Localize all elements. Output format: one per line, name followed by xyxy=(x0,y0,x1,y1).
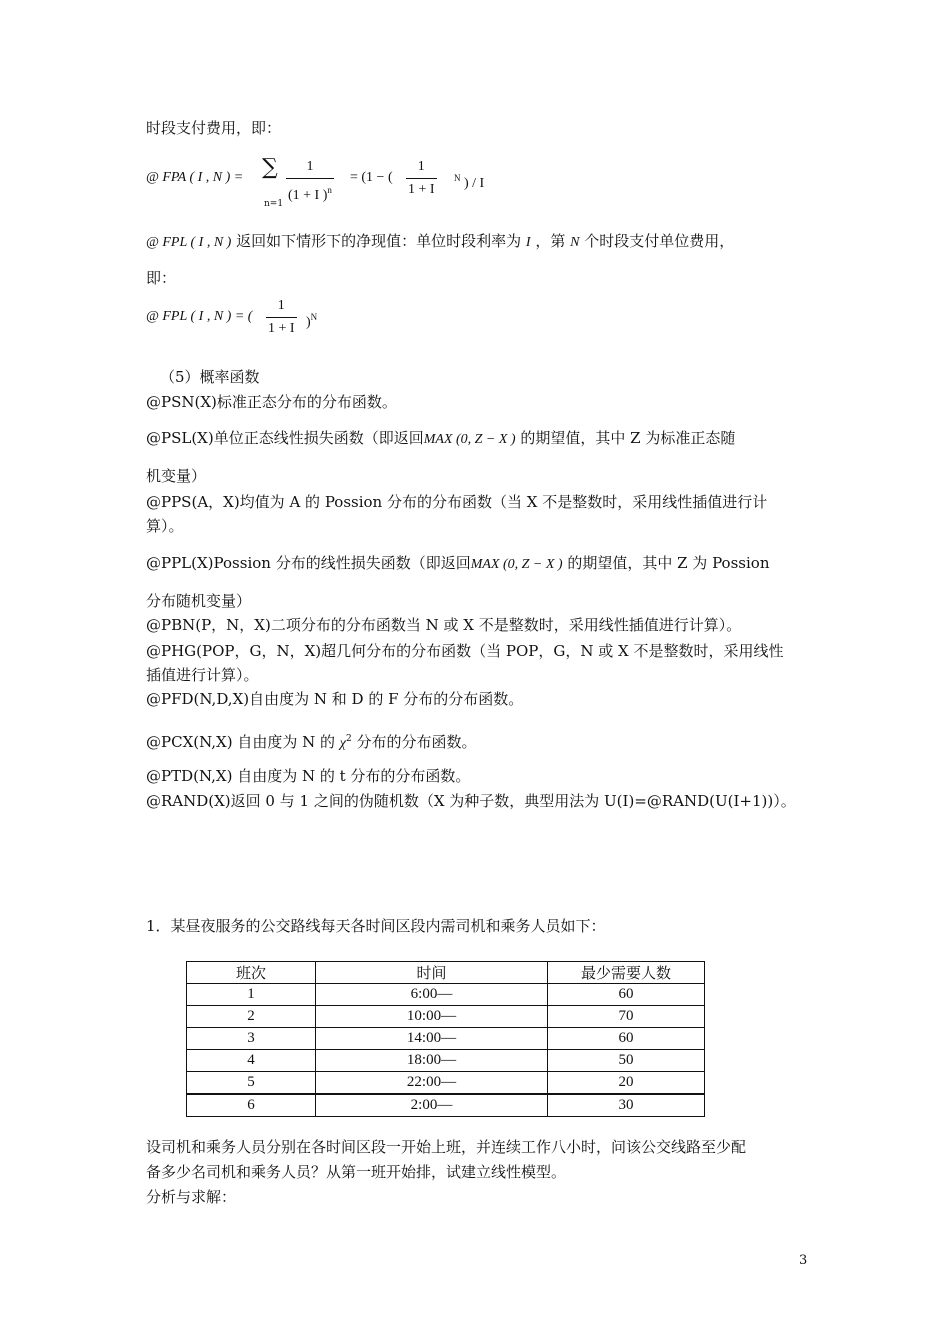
table-cell: 2:00— xyxy=(316,1094,548,1117)
pbn-text: @PBN(P，N，X)二项分布的分布函数当 N 或 X 不是整数时，采用线性插值进行计算）。 xyxy=(146,616,742,634)
fpa-lhs xyxy=(146,168,243,188)
rand-text: @RAND(X)返回 0 与 1 之间的伪随机数（X 为种子数，典型用法为 U(I)=@RAND(U(I+1))）。 xyxy=(146,792,796,810)
shift-table xyxy=(186,961,705,1117)
analysis-heading: 分析与求解： xyxy=(146,1188,237,1206)
fpl-fraction xyxy=(266,295,297,340)
fpa-tail xyxy=(454,168,484,194)
fpl-desc-line2: 即： xyxy=(146,269,177,287)
table-cell: 6:00— xyxy=(316,984,548,1006)
table-cell: 20 xyxy=(548,1072,705,1095)
table-cell: 30 xyxy=(548,1094,705,1117)
ppl-math: MAX (0, Z − X ) xyxy=(470,557,563,572)
fpl-tail xyxy=(306,307,317,333)
psl-math: MAX (0, Z − X ) xyxy=(423,432,516,447)
table-row xyxy=(187,1072,705,1095)
fpa-sum-lower: n=1 xyxy=(264,199,284,209)
after-table-line1: 设司机和乘务人员分别在各时间区段一开始上班，并连续工作八小时，问该公交线路至少配 xyxy=(146,1138,747,1156)
table-header: 时间 xyxy=(316,962,548,984)
problem-statement: 1．某昼夜服务的公交路线每天各时间区段内需司机和乘务人员如下： xyxy=(146,917,606,935)
fpa-eq: = (1 − ( xyxy=(350,170,393,185)
pcx-chi: χ xyxy=(339,736,346,751)
fpl-desc xyxy=(146,231,734,253)
fpl-lhs: @ FPL ( I , N ) = ( xyxy=(146,309,253,324)
table-cell: 4 xyxy=(187,1050,316,1072)
fpa-num: 1 xyxy=(286,156,334,179)
ppl-pre: @PPL(X)Possion 分布的线性损失函数（即返回 xyxy=(146,554,471,572)
psl-pre: @PSL(X)单位正态线性损失函数（即返回 xyxy=(146,429,424,447)
table-header: 班次 xyxy=(187,962,316,984)
phg-line1: @PHG(POP，G，N，X)超几何分布的分布函数（当 POP，G，N 或 X 不是整数时，采用线性 xyxy=(146,642,784,660)
table-header: 最少需要人数 xyxy=(548,962,705,984)
table-cell: 1 xyxy=(187,984,316,1006)
fpl-tail-text: ) xyxy=(306,315,311,330)
fpl-desc-text2: ，第 xyxy=(530,232,571,250)
psl-line2: 机变量） xyxy=(146,467,207,485)
table-cell: 18:00— xyxy=(316,1050,548,1072)
phg-line2: 插值进行计算）。 xyxy=(146,666,259,684)
fpa-fraction xyxy=(286,156,334,207)
pfd-text: @PFD(N,D,X)自由度为 N 和 D 的 F 分布的分布函数。 xyxy=(146,690,524,708)
fpa-den-exp: n xyxy=(327,185,332,195)
table-cell: 3 xyxy=(187,1028,316,1050)
psl-text xyxy=(146,428,735,450)
fpl-num: 1 xyxy=(266,295,297,318)
fpl-desc-math: @ FPL ( I , N ) xyxy=(146,235,232,250)
psl-post: 的期望值，其中 Z 为标准正态随 xyxy=(515,429,736,447)
table-cell: 22:00— xyxy=(316,1072,548,1095)
table-row xyxy=(187,1094,705,1117)
table-cell: 14:00— xyxy=(316,1028,548,1050)
intro-text: 时段支付费用，即： xyxy=(146,119,282,137)
table-row xyxy=(187,1028,705,1050)
section-5-heading: （5）概率函数 xyxy=(160,368,260,386)
table-cell: 5 xyxy=(187,1072,316,1095)
after-table-line2: 备多少名司机和乘务人员？从第一班开始排，试建立线性模型。 xyxy=(146,1163,567,1181)
table-cell: 6 xyxy=(187,1094,316,1117)
fpa-num2: 1 xyxy=(406,156,437,179)
psn-text: @PSN(X)标准正态分布的分布函数。 xyxy=(146,393,397,411)
table-cell: 2 xyxy=(187,1006,316,1028)
table-cell: 70 xyxy=(548,1006,705,1028)
fpa-tail-exp: N xyxy=(454,173,461,183)
pcx-post: 分布的分布函数。 xyxy=(351,733,477,751)
fpl-desc-var-n: N xyxy=(570,235,580,250)
ppl-post: 的期望值，其中 Z 为 Possion xyxy=(562,554,770,572)
fpl-desc-text1: 返回如下情形下的净现值：单位时段利率为 xyxy=(231,232,526,250)
fpa-lhs-text: @ FPA ( I , N ) = xyxy=(146,170,244,185)
table-cell: 60 xyxy=(548,1028,705,1050)
pps-line2: 算）。 xyxy=(146,517,184,535)
pcx-exp: 2 xyxy=(345,734,352,744)
table-row xyxy=(187,984,705,1006)
fpl-tail-exp: N xyxy=(310,312,318,322)
fpl-desc-text3: 个时段支付单位费用， xyxy=(579,232,735,250)
pcx-pre: @PCX(N,X) 自由度为 N 的 xyxy=(146,733,335,751)
ptd-text: @PTD(N,X) 自由度为 N 的 t 分布的分布函数。 xyxy=(146,767,471,785)
pps-line1: @PPS(A，X)均值为 A 的 Possion 分布的分布函数（当 X 不是整数时，采用线性插值进行计 xyxy=(146,493,768,511)
fpa-den2: 1 + I xyxy=(408,182,435,197)
fpa-sigma: ∑ xyxy=(262,155,278,180)
page-number: 3 xyxy=(799,1253,808,1268)
table-header-row xyxy=(187,962,705,984)
fpa-tail-text: ) / I xyxy=(464,176,485,191)
table-cell: 10:00— xyxy=(316,1006,548,1028)
fpl-den: 1 + I xyxy=(268,321,295,336)
pcx-text xyxy=(146,729,476,754)
table-row xyxy=(187,1050,705,1072)
table-row xyxy=(187,1006,705,1028)
table-cell: 60 xyxy=(548,984,705,1006)
fpa-den: (1 + I ) xyxy=(288,188,328,203)
fpl-desc-var-i: I xyxy=(525,235,531,250)
ppl-text xyxy=(146,553,769,575)
ppl-line2: 分布随机变量） xyxy=(146,592,252,610)
fpa-fraction2 xyxy=(406,156,437,201)
table-cell: 50 xyxy=(548,1050,705,1072)
